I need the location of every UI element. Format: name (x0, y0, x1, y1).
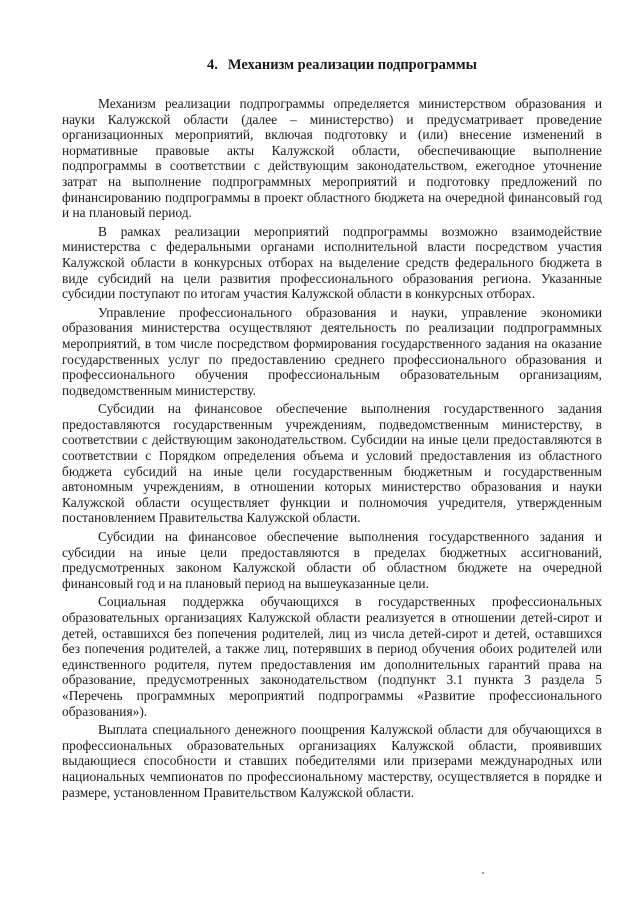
paragraph-management: Управление профессионального образования и науки, управление экономики образования министерства осуществляют деятельность по реализации подпрограммных мероприятий, в том числе посредством формирования государственного задания на оказание государственных услуг по предоставлению среднего профессионального образования и профессионального обучения профессиональным образовательным организациям, подведомственным министерству. (62, 304, 602, 398)
section-title: Механизм реализации подпрограммы (227, 57, 477, 73)
paragraph-social-support: Социальная поддержка обучающихся в государственных профессиональных образовательных организациях Калужской области реализуется в отношении детей-сирот и детей, оставшихся без попечения родителей, лиц из числа детей-сирот и детей, оставшихся без попечения родителей, а также лиц, потерявших в период обучения обоих родителей или единственного родителя, путем предоставления им дополнительных гарантий права на образование, предусмотренных законодательством (подпункт 3.1 пункта 3 раздела 5 «Перечень программных мероприятий подпрограммы «Развитие профессионального образования»). (62, 594, 602, 719)
document-page (62, 56, 602, 803)
paragraph-special-payment: Выплата специального денежного поощрения Калужской области для обучающихся в профессиональных образовательных организациях Калужской области, проявивших выдающиеся способности и ставших победителями или призерами международных или национальных чемпионатов по профессиональному мастерству, осуществляется в порядке и размере, установленном Правительством Калужской области. (62, 722, 602, 800)
section-heading (62, 56, 602, 74)
scan-speck (482, 872, 484, 874)
paragraph-federal-interaction: В рамках реализации мероприятий подпрограммы возможно взаимодействие министерства с федеральными органами исполнительной власти посредством участия Калужской области в конкурсных отборах на выделение средств федерального бюджета в виде субсидий на цели развития профессионального образования региона. Указанные субсидии поступают по итогам участия Калужской области в конкурсных отборах. (62, 223, 602, 302)
paragraph-mechanism: Механизм реализации подпрограммы определяется министерством образования и науки Калужской области (далее – министерство) и предусматривает проведение организационных мероприятий, включая подготовку и (или) внесение изменений в нормативные правовые акты Калужской области, обеспечивающие выполнение подпрограммы в соответствии с действующим законодательством, ежегодное уточнение затрат на выполнение подпрограммных мероприятий и подготовку предложений по финансированию подпрограммы в проект областного бюджета на очередной финансовый год и на плановый период. (62, 96, 602, 221)
paragraph-subsidies-limits: Субсидии на финансовое обеспечение выполнения государственного задания и субсидии на иные цели предоставляются в пределах бюджетных ассигнований, предусмотренных законом Калужской области об областном бюджете на очередной финансовый год и на плановый период на вышеуказанные цели. (62, 529, 602, 591)
section-number: 4. (207, 57, 218, 73)
paragraph-subsidies-task: Субсидии на финансовое обеспечение выполнения государственного задания предоставляются государственным учреждениям, подведомственным министерству, в соответствии с действующим законодательством. Субсидии на иные цели предоставляются в соответствии с Порядком определения объема и условий предоставления из областного бюджета субсидий на иные цели государственным бюджетным и государственным автономным учреждениям, в отношении которых министерство образования и науки Калужской области осуществляет функции и полномочия учредителя, утвержденным постановлением Правительства Калужской области. (62, 401, 602, 526)
